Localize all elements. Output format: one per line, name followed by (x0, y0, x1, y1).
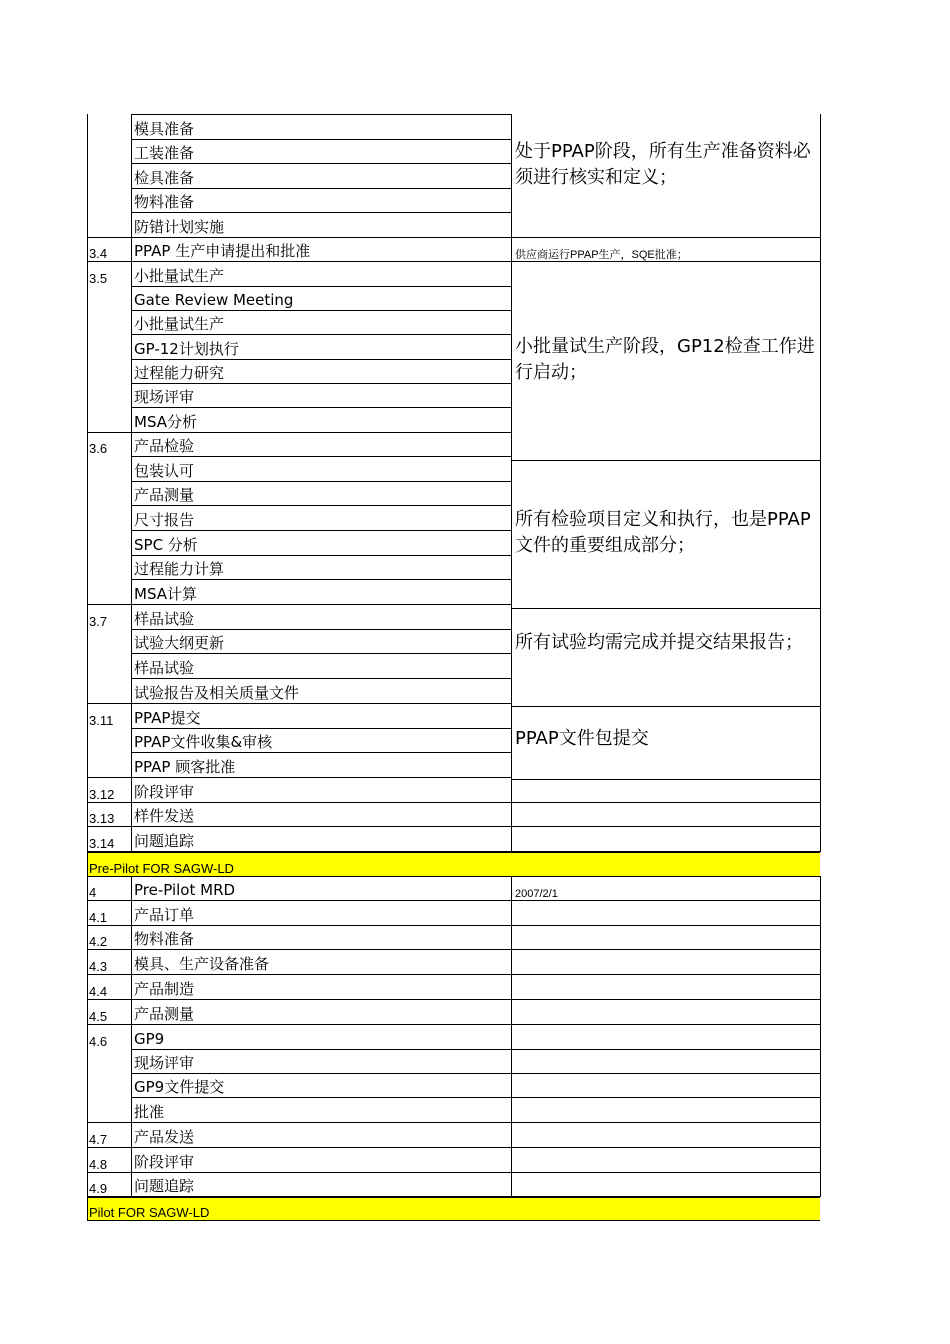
grid-line (87, 999, 131, 1000)
grid-line (511, 706, 820, 707)
row-number: 3.4 (89, 246, 108, 261)
grid-line (131, 579, 511, 580)
task-label: 过程能力计算 (134, 560, 225, 578)
task-label: Pre-Pilot MRD (134, 881, 236, 899)
grid-line (131, 876, 132, 1197)
row-number: 4.2 (89, 934, 108, 949)
grid-line (131, 604, 511, 605)
task-label: GP9 (134, 1030, 165, 1048)
grid-line (131, 212, 511, 213)
grid-line (131, 432, 511, 433)
grid-line (87, 1024, 131, 1025)
task-label: 模具、生产设备准备 (134, 955, 270, 973)
row-number: 4.5 (89, 1009, 108, 1024)
note-mrd-date: 2007/2/1 (515, 888, 558, 900)
grid-line (131, 261, 511, 262)
section-band-label: Pilot FOR SAGW-LD (89, 1205, 210, 1220)
grid-line (511, 460, 820, 461)
grid-line (131, 752, 511, 753)
task-label: MSA计算 (134, 585, 198, 603)
grid-line (131, 629, 511, 630)
task-label: 产品测量 (134, 486, 195, 504)
task-label: PPAP文件收集&审核 (134, 733, 273, 751)
task-label: 样品试验 (134, 659, 195, 677)
task-label: MSA分析 (134, 413, 198, 431)
grid-line (511, 925, 820, 926)
grid-line (511, 1049, 820, 1050)
grid-line (131, 925, 511, 926)
grid-line (511, 114, 512, 852)
grid-line (131, 826, 511, 827)
grid-line (511, 900, 820, 901)
task-label: 产品测量 (134, 1005, 195, 1023)
grid-line (87, 802, 131, 803)
grid-line (87, 1172, 131, 1173)
grid-line (131, 1097, 511, 1098)
task-label: 防错计划实施 (134, 218, 225, 236)
task-label: 产品检验 (134, 437, 195, 455)
task-label: 工装准备 (134, 144, 195, 162)
grid-line (131, 334, 511, 335)
grid-line (131, 1122, 511, 1123)
task-label: 物料准备 (134, 930, 195, 948)
note-testing: 所有试验均需完成并提交结果报告； (515, 632, 803, 653)
note-ppap-submit: PPAP文件包提交 (515, 728, 649, 749)
note-ppap-prep: 处于PPAP阶段，所有生产准备资料必须进行核实和定义； (515, 141, 811, 188)
task-label: 包装认可 (134, 462, 195, 480)
grid-line (131, 114, 132, 852)
grid-line (87, 852, 820, 853)
task-label: 产品发送 (134, 1128, 195, 1146)
grid-line (511, 826, 820, 827)
grid-line (131, 999, 511, 1000)
task-label: 问题追踪 (134, 832, 195, 850)
grid-line (511, 1147, 820, 1148)
grid-line (131, 653, 511, 654)
row-number: 3.14 (89, 836, 115, 851)
grid-line (131, 1147, 511, 1148)
grid-line (131, 310, 511, 311)
grid-line (131, 802, 511, 803)
grid-line (131, 139, 511, 140)
row-number: 4.3 (89, 959, 108, 974)
row-number: 4.8 (89, 1157, 108, 1172)
grid-line (87, 949, 131, 950)
grid-line (511, 608, 820, 609)
grid-line (87, 900, 131, 901)
grid-line (131, 728, 511, 729)
row-number: 3.11 (89, 713, 114, 728)
grid-line (87, 604, 131, 605)
grid-line (87, 703, 131, 704)
task-label: 批准 (134, 1103, 165, 1121)
grid-line (87, 777, 131, 778)
grid-line (511, 802, 820, 803)
grid-line (511, 1024, 820, 1025)
grid-line (131, 114, 511, 115)
grid-line (131, 456, 511, 457)
row-number: 3.7 (89, 614, 108, 629)
grid-line (131, 530, 511, 531)
task-label: 模具准备 (134, 120, 195, 138)
grid-line (131, 777, 511, 778)
task-label: 阶段评审 (134, 783, 195, 801)
grid-line (511, 1073, 820, 1074)
task-label: 样件发送 (134, 807, 195, 825)
task-label: PPAP提交 (134, 709, 201, 727)
grid-line (131, 555, 511, 556)
task-label: 现场评审 (134, 1054, 195, 1072)
task-label: Gate Review Meeting (134, 291, 294, 309)
grid-line (87, 1197, 820, 1198)
row-number: 3.12 (89, 787, 115, 802)
grid-line (511, 237, 820, 238)
grid-line (131, 163, 511, 164)
grid-line (511, 949, 820, 950)
task-label: GP-12计划执行 (134, 340, 239, 358)
note-ppap-run: 供应商运行PPAP生产，SQE批准； (515, 249, 688, 261)
task-label: 试验大纲更新 (134, 634, 225, 652)
row-number: 4.7 (89, 1132, 108, 1147)
task-label: 试验报告及相关质量文件 (134, 684, 300, 702)
grid-line (87, 1220, 820, 1221)
task-label: 尺寸报告 (134, 511, 195, 529)
task-label: SPC 分析 (134, 536, 198, 554)
task-label: 过程能力研究 (134, 364, 225, 382)
grid-line (87, 826, 131, 827)
task-label: GP9文件提交 (134, 1078, 225, 1096)
grid-line (511, 1097, 820, 1098)
grid-line (820, 876, 821, 1197)
task-label: 小批量试生产 (134, 315, 225, 333)
grid-line (131, 678, 511, 679)
grid-line (131, 286, 511, 287)
grid-line (820, 114, 821, 852)
grid-line (511, 779, 820, 780)
task-label: 产品订单 (134, 906, 195, 924)
grid-line (87, 261, 131, 262)
grid-line (131, 900, 511, 901)
grid-line (131, 1024, 511, 1025)
row-number: 4.4 (89, 984, 108, 999)
grid-line (131, 359, 511, 360)
grid-line (131, 949, 511, 950)
grid-line (131, 383, 511, 384)
grid-line (131, 974, 511, 975)
task-label: 小批量试生产 (134, 267, 225, 285)
grid-line (511, 1172, 820, 1173)
grid-line (131, 481, 511, 482)
task-label: PPAP 生产申请提出和批准 (134, 242, 311, 260)
grid-line (131, 703, 511, 704)
grid-line (131, 407, 511, 408)
section-band-label: Pre-Pilot FOR SAGW-LD (89, 861, 234, 876)
grid-line (131, 1172, 511, 1173)
grid-line (511, 974, 820, 975)
grid-line (131, 505, 511, 506)
task-label: 样品试验 (134, 610, 195, 628)
grid-line (87, 114, 88, 1220)
grid-line (87, 876, 820, 877)
grid-line (131, 188, 511, 189)
row-number: 4.9 (89, 1181, 108, 1196)
grid-line (511, 876, 512, 1197)
grid-line (511, 1122, 820, 1123)
grid-line (87, 925, 131, 926)
grid-line (87, 432, 131, 433)
grid-line (87, 974, 131, 975)
grid-line (87, 1122, 131, 1123)
row-number: 3.6 (89, 441, 108, 456)
note-inspection: 所有检验项目定义和执行，也是PPAP文件的重要组成部分； (515, 509, 811, 556)
note-small-batch: 小批量试生产阶段，GP12检查工作进行启动； (515, 336, 815, 383)
grid-line (131, 237, 511, 238)
task-label: 问题追踪 (134, 1177, 195, 1195)
row-number: 3.5 (89, 271, 108, 286)
task-label: 物料准备 (134, 193, 195, 211)
grid-line (131, 1049, 511, 1050)
task-label: PPAP 顾客批准 (134, 758, 236, 776)
grid-line (87, 1147, 131, 1148)
task-label: 现场评审 (134, 388, 195, 406)
grid-line (511, 261, 820, 262)
row-number: 4.6 (89, 1034, 108, 1049)
task-label: 产品制造 (134, 980, 195, 998)
row-number: 4 (89, 885, 97, 900)
task-label: 检具准备 (134, 169, 195, 187)
grid-line (511, 999, 820, 1000)
row-number: 3.13 (89, 811, 115, 826)
grid-line (131, 1073, 511, 1074)
row-number: 4.1 (89, 910, 108, 925)
grid-line (87, 237, 131, 238)
task-label: 阶段评审 (134, 1153, 195, 1171)
